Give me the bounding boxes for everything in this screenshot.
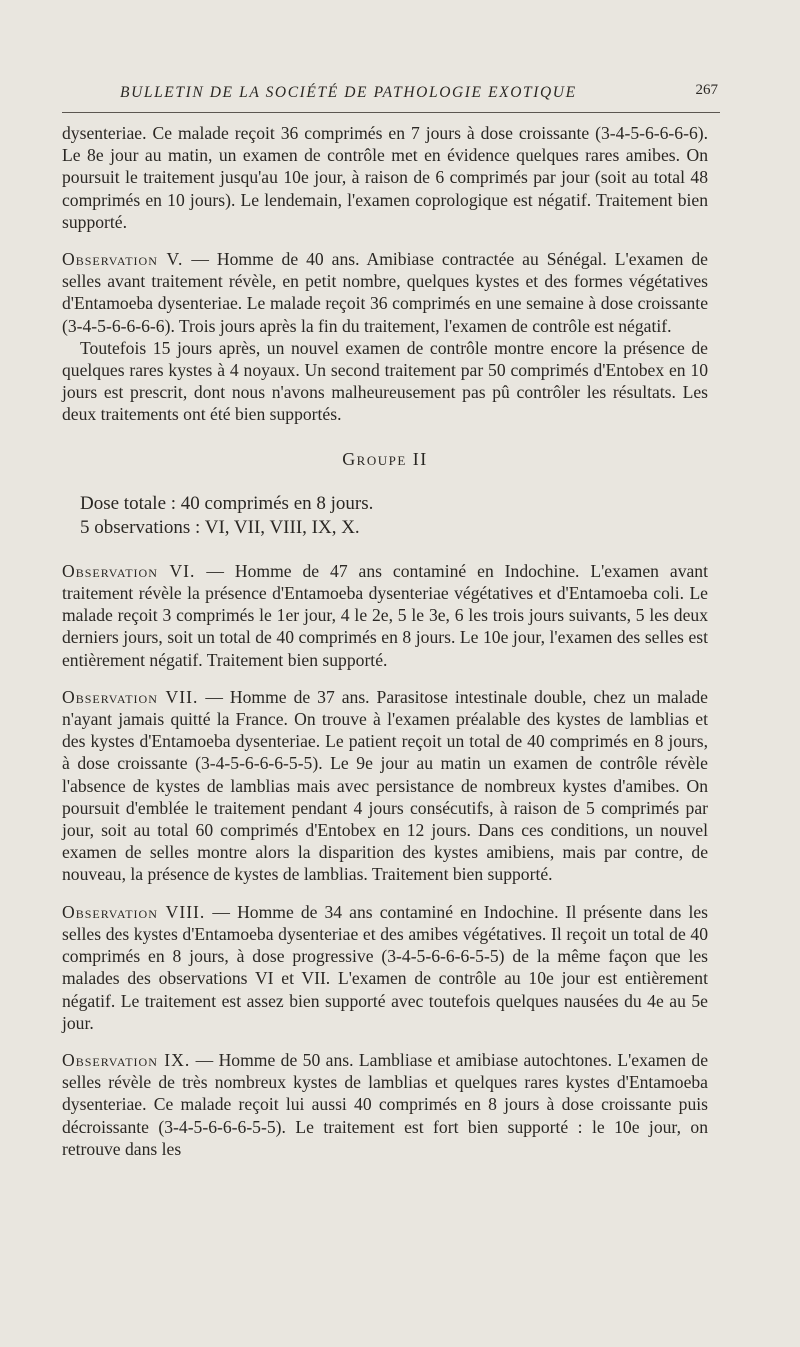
dose-line: Dose totale : 40 comprimés en 8 jours. <box>80 492 374 514</box>
observations-line: 5 observations : VI, VII, VIII, IX, X. <box>80 516 360 538</box>
page-number: 267 <box>695 82 718 98</box>
observation-8 <box>62 901 708 1034</box>
observation-text: — Homme de 40 ans. Amibiase contractée au Sénégal. L'examen de selles avant traitement révèle, en petit nombre, quelques kystes et des formes végétatives d'Entamoeba dysenteriae. Le malade reçoit 36 comprimés en une semaine à dose croissante (3-4-5-6-6-6-6). Trois jours après la fin du traitement, l'examen de contrôle est négatif. <box>62 249 708 336</box>
observation-text: — Homme de 37 ans. Parasitose intestinale double, chez un malade n'ayant jamais quitté la France. On trouve à l'examen préalable des kystes de lamblias et des kystes d'Entamoeba dysenteriae. Le patient reçoit un total de 40 comprimés en 8 jours, à dose croissante (3-4-5-6-6-6-5-5). Le 9e jour au matin un examen de contrôle révèle l'absence de kystes de lamblias mais avec persistance de nombreux kystes d'amibes. On poursuit d'emblée le traitement pendant 4 jours consécutifs, à raison de 5 comprimés par jour, soit au total 60 comprimés d'Entobex en 12 jours. Dans ces conditions, un nouvel examen de selles montre alors la disparition des kystes amibiens, mais par contre, de nouveau, la présence de kystes de lamblias. Traitement bien supporté. <box>62 686 708 885</box>
observation-9 <box>62 1049 708 1160</box>
dose-summary <box>62 492 708 540</box>
running-title: BULLETIN DE LA SOCIÉTÉ DE PATHOLOGIE EXOTIQUE <box>120 84 577 101</box>
observation-label: Observation V. <box>62 249 184 270</box>
paragraph-continuation: dysenteriae. Ce malade reçoit 36 comprimés en 7 jours à dose croissante (3-4-5-6-6-6-6). Le 8e jour au matin, un examen de contrôle met en évidence quelques rares amibes. On poursuit le traitement jusqu'au 10e jour, à raison de 6 comprimés par jour (soit au total 48 comprimés en 10 jours). Le lendemain, l'examen coprologique est négatif. Traitement bien supporté. <box>62 123 708 232</box>
observation-5-continued: Toutefois 15 jours après, un nouvel examen de contrôle montre encore la présence de quelques rares kystes à 4 noyaux. Un second traitement par 50 comprimés d'Entobex en 10 jours est prescrit, dont nous n'avons malheureusement pas pû contrôler les résultats. Les deux traitements ont été bien supportés. <box>62 337 708 425</box>
observation-6 <box>62 560 708 671</box>
observation-text: — Homme de 34 ans contaminé en Indochine. Il présente dans les selles des kystes d'Entamoeba dysenteriae et des amibes végétatives. Il reçoit un total de 40 comprimés en 8 jours, à dose progressive (3-4-5-6-6-6-5-5) de la même façon que les malades des observations VI et VII. L'examen de contrôle au 10e jour est entièrement négatif. Le traitement est assez bien supporté avec toutefois quelques nausées du 4e au 5e jour. <box>62 901 708 1033</box>
observation-text: — Homme de 47 ans contaminé en Indochine. L'examen avant traitement révèle la présence d'Entamoeba dysenteriae végétatives et d'Entamoeba coli. Le malade reçoit 3 comprimés le 1er jour, 4 le 2e, 5 le 3e, 6 les trois jours suivants, 5 les deux derniers jours, soit un total de 40 comprimés en 8 jours. Le 10e jour, l'examen des selles est entièrement négatif. Traitement bien supporté. <box>62 560 708 670</box>
observation-label: Observation VIII. <box>62 901 206 922</box>
observation-label: Observation IX. <box>62 1049 191 1070</box>
observation-5 <box>62 248 708 337</box>
running-header <box>62 0 718 112</box>
observation-label: Observation VI. <box>62 560 196 581</box>
header-rule <box>62 112 720 113</box>
article-body <box>62 122 708 1160</box>
observation-text: — Homme de 50 ans. Lambliase et amibiase autochtones. L'examen de selles révèle de très nombreux kystes de lamblias et quelques rares kystes d'Entamoeba dysenteriae. Ce malade reçoit lui aussi 40 comprimés en 8 jours à dose croissante puis décroissante (3-4-5-6-6-6-5-5). Le traitement est fort bien supporté : le 10e jour, on retrouve dans les <box>62 1049 708 1159</box>
section-heading: Groupe II <box>342 448 428 469</box>
observation-7 <box>62 686 708 886</box>
observation-label: Observation VII. <box>62 686 199 707</box>
